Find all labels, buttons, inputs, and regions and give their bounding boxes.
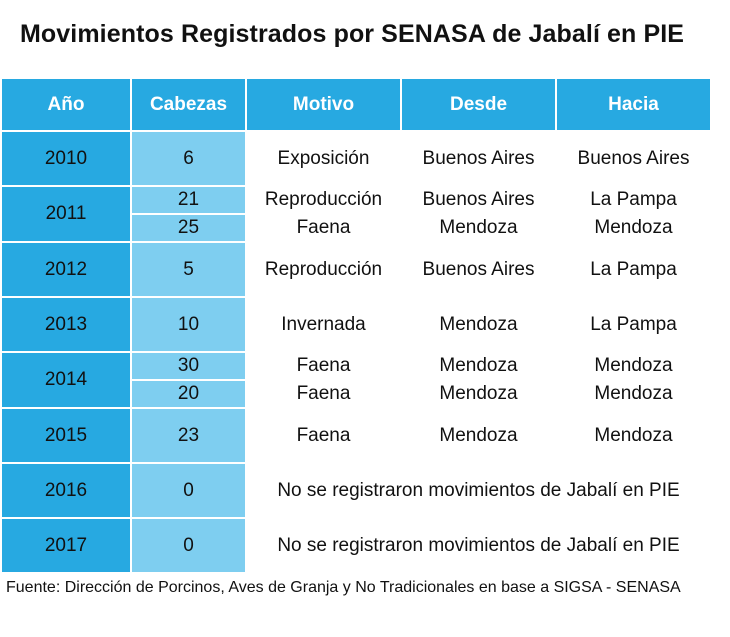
reason-cell: Exposición [246,131,401,186]
table-row [1,408,711,463]
from-cell: Mendoza [401,380,556,408]
source-note: Fuente: Dirección de Porcinos, Aves de Granja y No Tradicionales en base a SIGSA - SENASA [6,579,681,596]
header-row [1,78,711,131]
reason-cell: Faena [246,352,401,380]
table-row [1,297,711,352]
reason-cell: Invernada [246,297,401,352]
heads-cell: 25 [131,214,246,242]
to-cell: Mendoza [556,352,711,380]
table-row [1,518,711,573]
from-cell: Mendoza [401,408,556,463]
to-cell: Mendoza [556,214,711,242]
year-cell: 2010 [1,131,131,186]
to-cell: La Pampa [556,186,711,214]
year-cell: 2014 [1,352,131,408]
heads-cell: 5 [131,242,246,297]
year-cell: 2017 [1,518,131,573]
heads-cell: 20 [131,380,246,408]
heads-cell: 30 [131,352,246,380]
to-cell: La Pampa [556,242,711,297]
heads-cell: 0 [131,518,246,573]
year-cell: 2016 [1,463,131,518]
year-cell: 2012 [1,242,131,297]
reason-cell: Reproducción [246,242,401,297]
from-cell: Mendoza [401,352,556,380]
header-to: Hacia [556,78,711,131]
no-movements-note: No se registraron movimientos de Jabalí en PIE [246,463,711,518]
to-cell: Buenos Aires [556,131,711,186]
table-row [1,186,711,214]
header-year: Año [1,78,131,131]
header-from: Desde [401,78,556,131]
reason-cell: Faena [246,408,401,463]
to-cell: La Pampa [556,297,711,352]
heads-cell: 23 [131,408,246,463]
year-cell: 2015 [1,408,131,463]
heads-cell: 10 [131,297,246,352]
page-title: Movimientos Registrados por SENASA de Jabalí en PIE [20,20,685,48]
year-cell: 2013 [1,297,131,352]
heads-cell: 21 [131,186,246,214]
reason-cell: Reproducción [246,186,401,214]
from-cell: Mendoza [401,297,556,352]
from-cell: Buenos Aires [401,131,556,186]
reason-cell: Faena [246,214,401,242]
year-cell: 2011 [1,186,131,242]
table-row [1,463,711,518]
from-cell: Mendoza [401,214,556,242]
to-cell: Mendoza [556,380,711,408]
table-row [1,352,711,380]
from-cell: Buenos Aires [401,186,556,214]
movements-table [0,77,712,574]
heads-cell: 0 [131,463,246,518]
to-cell: Mendoza [556,408,711,463]
reason-cell: Faena [246,380,401,408]
header-heads: Cabezas [131,78,246,131]
header-reason: Motivo [246,78,401,131]
table-row [1,131,711,186]
table-row [1,242,711,297]
no-movements-note: No se registraron movimientos de Jabalí en PIE [246,518,711,573]
heads-cell: 6 [131,131,246,186]
from-cell: Buenos Aires [401,242,556,297]
